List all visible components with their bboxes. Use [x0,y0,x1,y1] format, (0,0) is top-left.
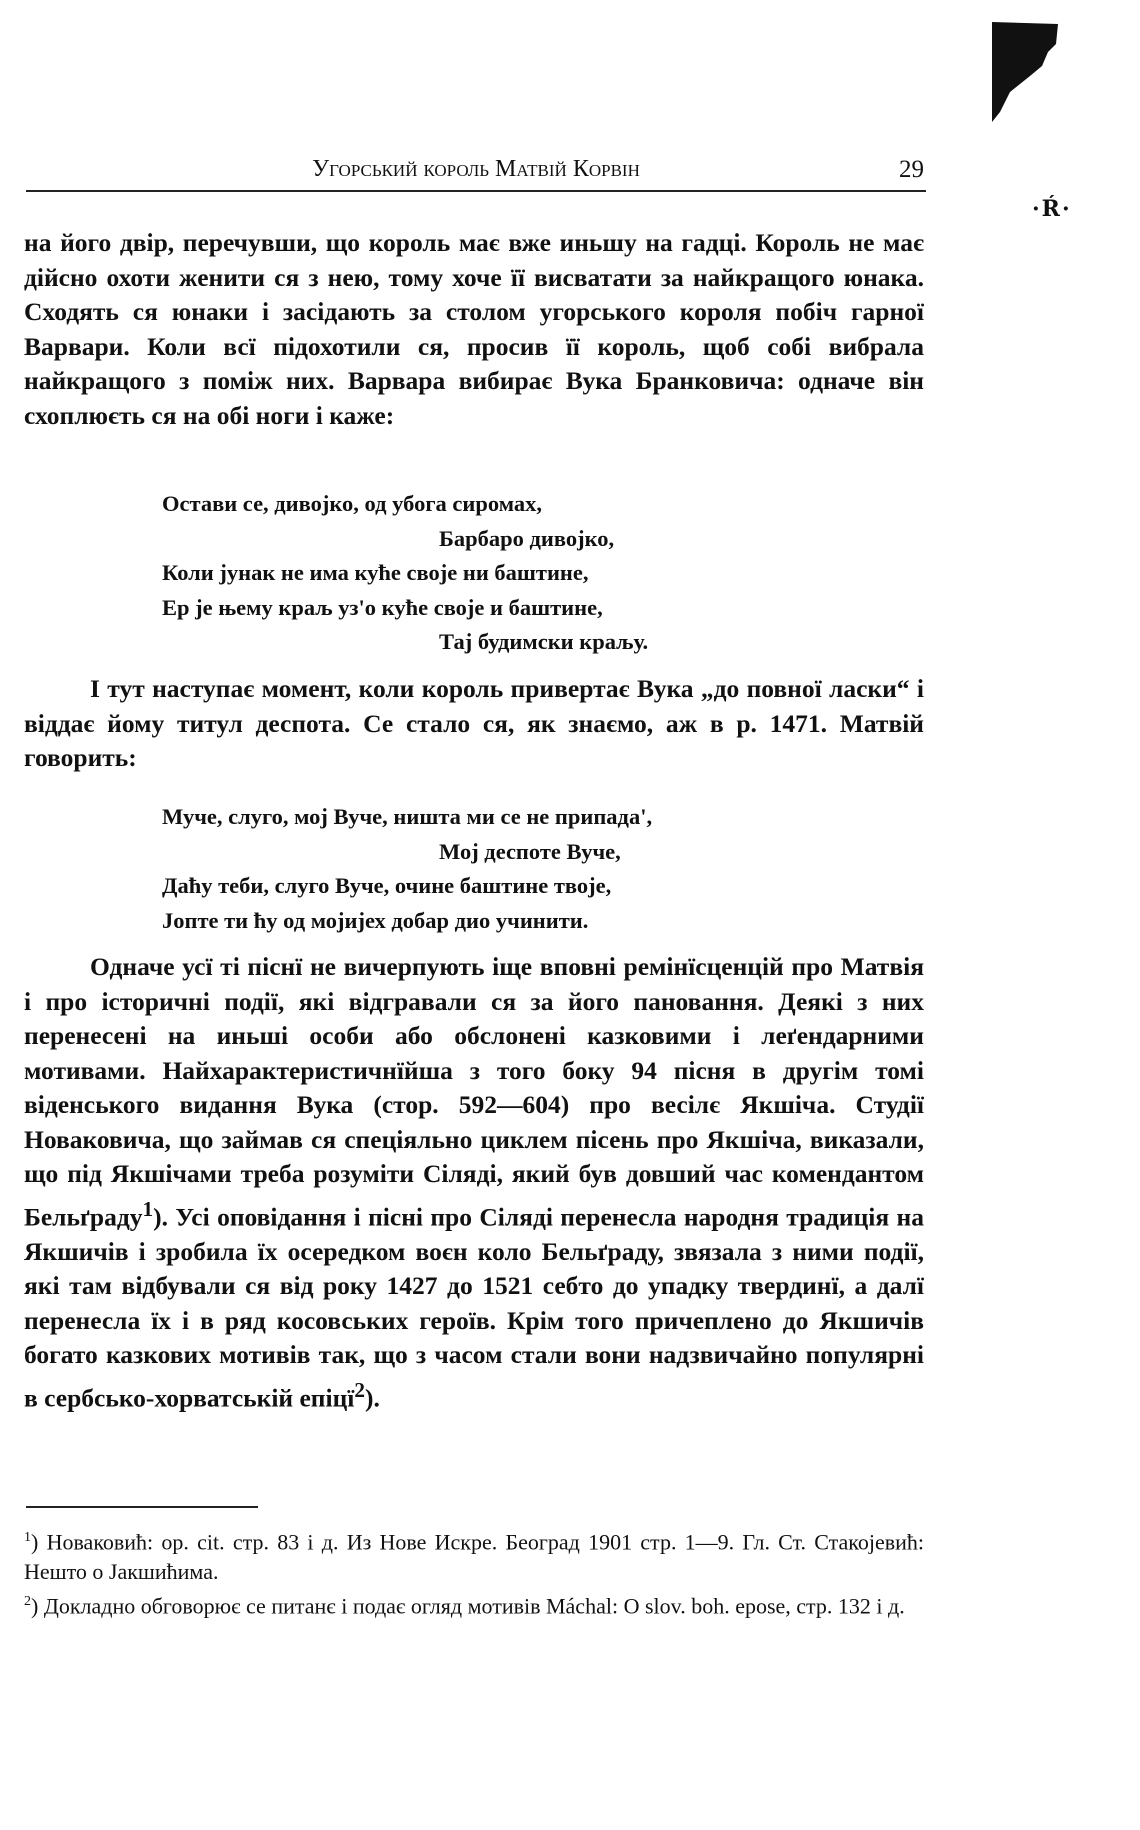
paragraph-3 [24,950,924,1416]
footnote-marker: 1 [24,1530,31,1545]
paragraph-3-part-1: Одначе усї ті піснї не вичерпують іще вповні ремінїсценцій про Матвія і про історичні події, які відгравали ся за його пановання. Деякі з них перенесені на иньші особи або обслонені казковими і леґендарними мотивами. Найхарактеристичнїйша з того боку 94 пісня в другім томі віденського видання Вука (стор. 592—604) про весілє Якшіча. Студії Новаковича, що займав ся спеціяльно циклем пісень про Якшіча, виказали, що під Якшічами треба розуміти Сіляді, який був довший час комендантом Бельґраду [24,952,924,1231]
footnote-text: Новаковић: op. cit. стр. 83 і д. Из Нове Искре. Београд 1901 стр. 1—9. Гл. Ст. Стакојевић: Нешто о Јакшићима. [24,1529,924,1585]
footnote-2: $^2$) Докладно обговорює се питанє і подає огляд мотивів Máchal: O slov. boh. epose, стр. 132 і д. [24,1593,905,1619]
footnote-1: $^1$) Новаковић: op. cit. стр. 83 і д. Из Нове Искре. Београд 1901 стр. 1—9. Гл. Ст. Стакојевић: Нешто о Јакшићима. [24,1529,924,1585]
page-number: 29 [899,156,924,183]
poem-line: Тај будимски краљу. [439,629,649,654]
poem-line: Коли јунак не има куће своје ни баштине, [162,560,589,585]
footnote-marker: 2 [24,1594,31,1610]
running-title: Угорський король Матвій Корвін [312,156,640,182]
poem-line: Остави се, дивојко, од убога сиромах, [162,491,542,516]
footnote-text: Докладно обговорює се питанє і подає огляд мотивів Máchal: O slov. boh. epose, стр. 132 і д. [43,1593,905,1619]
footnote-rule [26,1506,258,1508]
paragraph-2: І тут наступає момент, коли король привертає Вука „до повної ласки“ і віддає йому титул деспота. Се стало ся, як знаємо, аж в р. 1471. Матвій говорить: [24,674,924,772]
paragraph-3-part-2: ). Усі оповідання і пісні про Сіляді перенесла народня традиція на Якшичів і зробила їх осередком воєн коло Бельґраду, звязала з ними події, які там відбували ся від року 1427 до 1521 себто до упадку твердинї, а далї перенесла їх і в ряд косовських героїв. Крім того причеплено до Якшичів богато казкових мотивів так, що з часом стали вони надзвичайно популярні в сербсько-хорватській епіцї [24,1202,924,1412]
poem-line: Јопте ти ћу од мојијех добар дио учинити. [162,907,589,933]
paragraph-3-part-3: ). [364,1383,380,1412]
poem-line: Мој деспоте Вуче, [439,838,621,864]
poem-line: Даћу теби, слуго Вуче, очине баштине твоје, [162,873,612,898]
poem-quote-1 [162,487,922,660]
poem-quote-2 [162,800,922,938]
running-head [26,156,926,192]
footnotes [24,1523,924,1622]
poem-line: Ер је њему краљ уз'о куће своје и баштине, [162,594,603,620]
poem-line: Муче, слуго, мој Вуче, ништа ми се не припада', [162,804,653,829]
footnote-ref-1[interactable]: 1 [142,1196,154,1221]
margin-mark: ·Ŕ· [1032,196,1072,222]
poem-line: Барбаро дивојко, [439,525,615,551]
footnote-ref-2[interactable]: 2 [354,1377,365,1402]
paragraph-1: на його двір, перечувши, що король має вже иньшу на гадці. Король не має дійсно охоти женити ся з нею, тому хоче її висватати за найкращого юнака. Сходять ся юнаки і засідають за столом угорського короля побіч гарної Варвари. Коли всї підохотили ся, просив її король, щоб собі вибрала найкращого з поміж них. Варвара вибирає Вука Бранковича: одначе він схоплюєть ся на обі ноги і каже: [24,228,924,430]
page-corner-blot [990,22,1060,122]
